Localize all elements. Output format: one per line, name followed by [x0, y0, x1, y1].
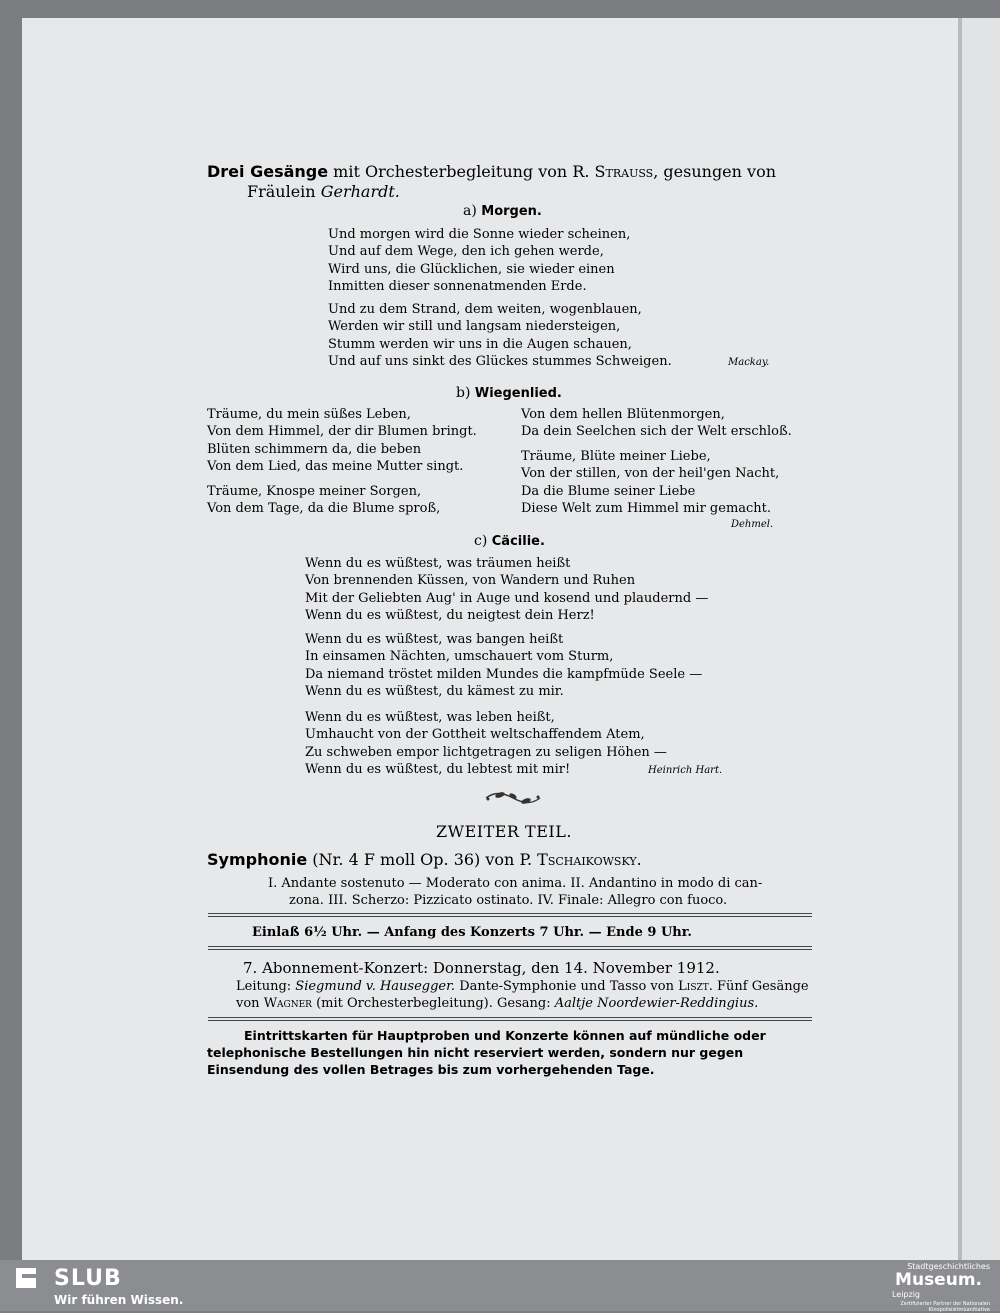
composer-tschaikowsky: Tschaikowsky.	[537, 850, 642, 869]
composer-liszt: Liszt.	[678, 979, 713, 994]
poem-line: Da die Blume seiner Liebe	[521, 483, 696, 499]
song-c-title	[474, 533, 545, 549]
museum-city: Leipzig	[891, 1290, 920, 1299]
part-two-heading: ZWEITER TEIL.	[436, 822, 572, 841]
author-heinrich-hart: Heinrich Hart.	[648, 765, 723, 776]
poem-line: Mit der Geliebten Aug' in Auge und kosend und plaudernd —	[305, 590, 709, 606]
slub-tagline: Wir führen Wissen.	[54, 1293, 184, 1307]
conductor-name: Siegmund v. Hausegger.	[295, 979, 456, 994]
poem-line: Werden wir still und langsam niedersteigen,	[328, 319, 621, 335]
author-mackay: Mackay.	[728, 357, 770, 368]
rule-notice-1	[208, 1017, 812, 1018]
slub-logo-icon	[12, 1264, 40, 1292]
poem-line: Von dem Himmel, der dir Blumen bringt.	[207, 424, 477, 440]
poem-line: Wenn du es wüßtest, du kämest zu mir.	[305, 683, 564, 699]
program-text-3: (mit Orchesterbegleitung). Gesang:	[316, 996, 551, 1011]
von-label: von	[236, 996, 260, 1011]
poem-line: Umhaucht von der Gottheit weltschaffendem Atem,	[305, 727, 645, 743]
poem-line: In einsamen Nächten, umschauert vom Sturm,	[305, 649, 614, 665]
poem-line: Wenn du es wüßtest, du lebtest mit mir!	[305, 761, 571, 777]
song-c-stanza-3	[305, 709, 667, 778]
ticket-notice	[207, 1027, 766, 1078]
song-b-right-stanza-2	[521, 448, 779, 517]
poem-line: Wenn du es wüßtest, was leben heißt,	[305, 710, 555, 725]
composer-wagner: Wagner	[263, 996, 312, 1011]
song-c-title-text: Cäcilie.	[491, 534, 545, 549]
song-a-title	[463, 203, 542, 219]
museum-partner-text: Zertifizierter Partner der Nationalen Kinopolisisitmüanitiative	[900, 1301, 990, 1313]
poem-line: Von der stillen, von der heil'gen Nacht,	[521, 466, 780, 482]
poem-line: Träume, Knospe meiner Sorgen,	[207, 484, 422, 499]
rule-bottom-1	[208, 946, 812, 947]
poem-line: Träume, du mein süßes Leben,	[207, 407, 411, 422]
poem-line: Von brennenden Küssen, von Wandern und Ruhen	[305, 573, 636, 589]
rule-notice-2	[208, 1020, 812, 1021]
next-concert-title: 7. Abonnement-Konzert: Donnerstag, den 14. November 1912.	[243, 959, 720, 977]
symphony-line	[207, 850, 642, 870]
song-c-stanza-1	[305, 555, 708, 624]
movements-line-1: I. Andante sostenuto — Moderato con anima. II. Andantino in modo di can-	[268, 876, 763, 891]
poem-line: Von dem hellen Blütenmorgen,	[521, 407, 725, 422]
poem-line: Wird uns, die Glücklichen, sie wieder einen	[328, 261, 615, 277]
rule-top-1	[208, 913, 812, 914]
song-b-title	[456, 385, 562, 401]
song-a-stanza-2	[328, 301, 672, 370]
songs-heading-mid: mit Orchesterbegleitung von R.	[333, 162, 590, 181]
slub-name: SLUB	[54, 1266, 122, 1291]
poem-line: Wenn du es wüßtest, du neigtest dein Herz!	[305, 607, 595, 623]
song-a-title-text: Morgen.	[481, 204, 542, 219]
poem-line: Von dem Tage, da die Blume sproß,	[207, 501, 441, 517]
poem-line: Stumm werden wir uns in die Augen schauen,	[328, 336, 632, 352]
song-b-right-stanza-1	[521, 406, 792, 441]
poem-line: Inmitten dieser sonnenatmenden Erde.	[328, 278, 587, 294]
notice-line: Eintrittskarten für Hauptproben und Konzerte können auf mündliche oder	[244, 1028, 766, 1043]
songs-heading-line2	[247, 182, 400, 202]
songs-heading-end: , gesungen von	[653, 162, 777, 181]
next-page-edge	[962, 18, 1000, 1260]
program-text: Dante-Symphonie und Tasso von	[459, 979, 674, 994]
poem-line: Wenn du es wüßtest, was träumen heißt	[305, 556, 571, 571]
leaf-vine-ornament-icon	[482, 790, 544, 806]
poem-line: Diese Welt zum Himmel mir gemacht.	[521, 500, 772, 516]
rule-bottom-2	[208, 949, 812, 950]
song-b-left-stanza-1	[207, 406, 477, 475]
museum-small-text: Stadtgeschichtliches	[907, 1262, 990, 1271]
symphony-bold: Symphonie	[207, 850, 308, 869]
poem-line: Und morgen wird die Sonne wieder scheinen,	[328, 227, 631, 242]
program-text-2: Fünf Gesänge	[717, 979, 809, 994]
song-b-left-stanza-2	[207, 483, 440, 518]
song-c-label: c)	[474, 533, 488, 549]
times-line: Einlaß 6½ Uhr. — Anfang des Konzerts 7 Uhr. — Ende 9 Uhr.	[252, 925, 692, 940]
movements-line-2: zona. III. Scherzo: Pizzicato ostinato. IV. Finale: Allegro con fuoco.	[289, 893, 728, 908]
author-dehmel: Dehmel.	[731, 519, 774, 530]
leitung-label: Leitung:	[236, 979, 292, 994]
song-a-stanza-1	[328, 226, 630, 295]
museum-name: Museum.	[895, 1270, 982, 1290]
rule-top-2	[208, 916, 812, 917]
song-c-stanza-2	[305, 631, 702, 700]
fraulein-text: Fräulein	[247, 182, 316, 201]
song-b-title-text: Wiegenlied.	[474, 386, 562, 401]
poem-line: Blüten schimmern da, die beben	[207, 441, 422, 457]
songs-heading-bold: Drei Gesänge	[207, 162, 329, 181]
notice-line: telephonische Bestellungen hin nicht reserviert werden, sondern nur gegen	[207, 1045, 744, 1060]
next-concert-line-2	[236, 978, 809, 995]
composer-strauss: Strauss	[594, 162, 654, 181]
poem-line: Wenn du es wüßtest, was bangen heißt	[305, 632, 564, 647]
notice-line: Einsendung des vollen Betrages bis zum vorhergehenden Tage.	[207, 1062, 655, 1077]
poem-line: Und auf dem Wege, den ich gehen werde,	[328, 244, 604, 260]
song-a-label: a)	[463, 203, 477, 219]
poem-line: Von dem Lied, das meine Mutter singt.	[207, 458, 464, 474]
poem-line: Und auf uns sinkt des Glückes stummes Schweigen.	[328, 353, 672, 369]
poem-line: Da niemand tröstet milden Mundes die kampfmüde Seele —	[305, 666, 703, 682]
poem-line: Zu schweben empor lichtgetragen zu seligen Höhen —	[305, 744, 667, 760]
singer-noordewier: Aaltje Noordewier-Reddingius.	[554, 996, 759, 1011]
song-b-label: b)	[456, 385, 471, 401]
symphony-mid: (Nr. 4 F moll Op. 36) von P.	[312, 850, 533, 869]
poem-line: Da dein Seelchen sich der Welt erschloß.	[521, 424, 792, 440]
next-concert-line-3	[236, 995, 758, 1012]
singer-gerhardt: Gerhardt.	[320, 182, 400, 201]
songs-heading	[207, 162, 776, 182]
poem-line: Und zu dem Strand, dem weiten, wogenblauen,	[328, 302, 642, 317]
poem-line: Träume, Blüte meiner Liebe,	[521, 449, 711, 464]
